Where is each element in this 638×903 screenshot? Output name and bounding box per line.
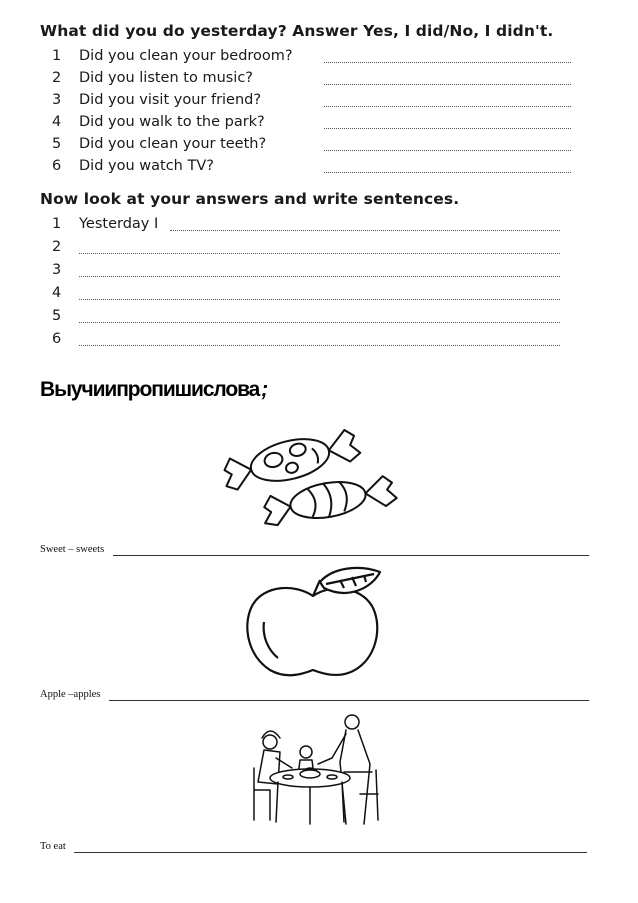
question-number: 2 [52,70,62,86]
vocab-heading-text: Выучиипропишислова [40,378,260,401]
answer-line[interactable] [324,150,571,151]
answer-line[interactable] [324,84,571,85]
sentence-line[interactable] [79,276,560,277]
sentence-item [52,239,572,261]
question-number: 3 [52,92,62,108]
vocab-heading [40,378,267,402]
sentence-item [52,308,572,330]
sentence-number: 2 [52,239,62,255]
question-item [52,158,572,180]
sentence-line[interactable] [79,345,560,346]
question-item [52,114,572,136]
question-item [52,92,572,114]
question-item [52,48,572,70]
question-number: 1 [52,48,62,64]
answer-line[interactable] [324,106,571,107]
answer-line[interactable] [324,172,571,173]
sentence-line[interactable] [170,230,560,231]
question-number: 5 [52,136,62,152]
sentence-number: 5 [52,308,62,324]
sentence-number: 1 [52,216,62,232]
candy-icon [218,420,398,528]
question-item [52,136,572,158]
vocab-heading-punct: ; [261,378,268,401]
vocab-item-2-label: Apple –apples [40,689,101,700]
sentence-item [52,262,572,284]
question-text: Did you walk to the park? [79,114,265,130]
family-dinner-illustration [248,712,386,830]
section-2-title: Now look at your answers and write sentences. [40,190,460,208]
vocab-item-1-line[interactable] [113,555,589,556]
question-text: Did you listen to music? [79,70,254,86]
section-1-title: What did you do yesterday? Answer Yes, I did/No, I didn't. [40,22,554,40]
sentence-number: 4 [52,285,62,301]
sentence-line[interactable] [79,299,560,300]
vocab-item-1-label: Sweet – sweets [40,544,105,555]
question-text: Did you clean your bedroom? [79,48,293,64]
question-text: Did you clean your teeth? [79,136,267,152]
sentence-item [52,331,572,353]
sentence-number: 6 [52,331,62,347]
answer-line[interactable] [324,62,571,63]
question-number: 6 [52,158,62,174]
vocab-item-3-label: To eat [40,841,66,852]
question-number: 4 [52,114,62,130]
question-item [52,70,572,92]
question-text: Did you watch TV? [79,158,214,174]
apple-icon [240,566,386,678]
vocab-item-2-line[interactable] [109,700,589,701]
sentence-line[interactable] [79,322,560,323]
sentence-starter: Yesterday I [79,216,159,232]
sentence-item [52,285,572,307]
question-text: Did you visit your friend? [79,92,262,108]
vocab-item-3-line[interactable] [74,852,587,853]
sentence-line[interactable] [79,253,560,254]
answer-line[interactable] [324,128,571,129]
sentence-number: 3 [52,262,62,278]
sentence-item [52,216,572,238]
